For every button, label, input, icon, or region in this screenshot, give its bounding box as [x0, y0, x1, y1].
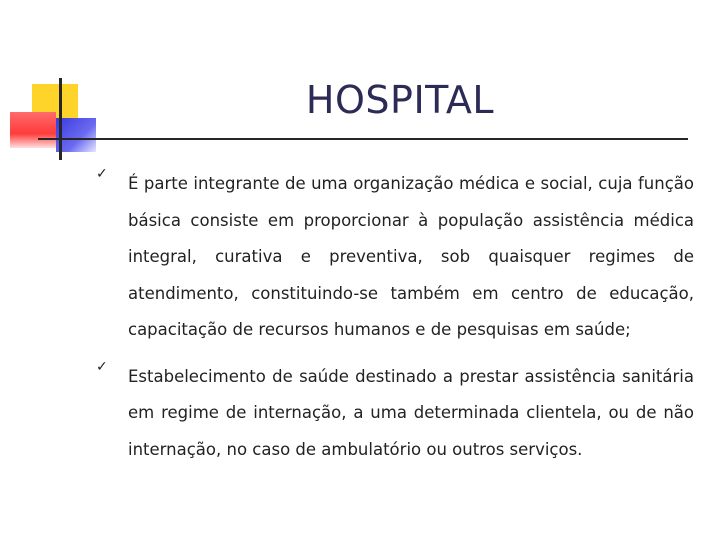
page-title: HOSPITAL [305, 78, 495, 122]
title-underline [38, 138, 688, 140]
logo-red-square [10, 112, 56, 148]
logo-blue-square [56, 118, 96, 152]
list-item [96, 166, 694, 349]
decorative-logo [0, 0, 110, 170]
checkmark-icon: ✓ [96, 166, 108, 182]
bullet-text: Estabelecimento de saúde destinado a prestar assistência sanitária em regime de internação, a uma determinada clientela, ou de não internação, no caso de ambulatório ou outros serviços. [128, 366, 694, 459]
checkmark-icon: ✓ [96, 358, 108, 375]
list-item [96, 358, 694, 469]
logo-vertical-line [59, 78, 62, 160]
bullet-list [96, 166, 694, 478]
bullet-text: É parte integrante de uma organização médica e social, cuja função básica consiste em proporcionar à população assistência médica integral, curativa e preventiva, sob quaisquer regimes de atendimento, constituindo-se também em centro de educação, capacitação de recursos humanos e de pesquisas em saúde; [128, 174, 694, 339]
